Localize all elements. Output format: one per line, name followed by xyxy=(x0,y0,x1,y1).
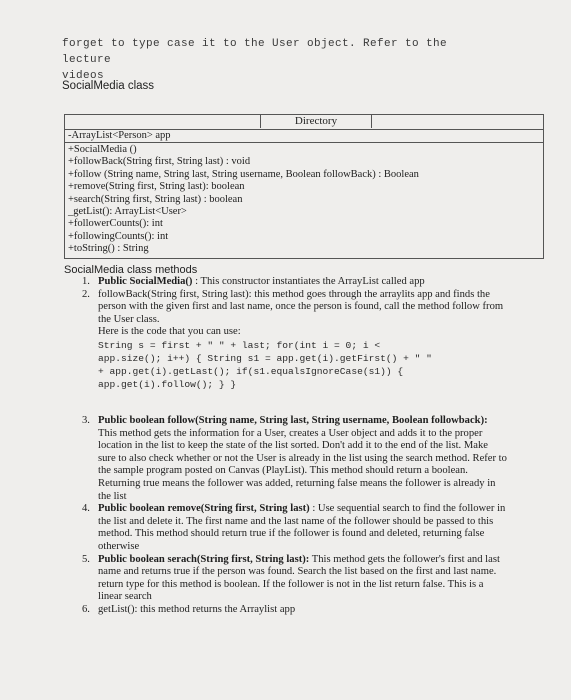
uml-method: +followerCounts(): int xyxy=(68,218,163,230)
item-text: This method gets the follower's first and last name and returns true if the person was found. Search the list based on the first and last name. return type for this method is boolean. If the follower is not in the list return false. This is a linear search xyxy=(98,553,500,603)
item-text: : This constructor instantiates the ArrayList called app xyxy=(192,276,425,287)
uml-method: +follow (String name, String last, String username, Boolean followBack) : Boolean xyxy=(68,168,419,180)
uml-method: +followBack(String first, String last) : void xyxy=(68,156,251,168)
intro-line-2: videos xyxy=(62,70,105,82)
uml-method: +search(String first, String last) : boolean xyxy=(68,193,243,205)
methods-title: SocialMedia class methods xyxy=(64,264,198,276)
item-number: 2. xyxy=(82,288,90,300)
item-heading: Public SocialMedia() xyxy=(98,276,193,287)
uml-methods xyxy=(64,143,544,259)
uml-method: +remove(String first, String last): boolean xyxy=(68,181,245,193)
item-text: : Use sequential search to find the follower in the list and delete it. The first name and the last name of the follower should be passed to this method. This method should return true if the follower is found and deleted, returning false otherwise xyxy=(98,503,506,552)
uml-class-diagram xyxy=(64,114,544,259)
uml-method: +toString() : String xyxy=(68,243,149,255)
list-item xyxy=(82,503,507,553)
list-item xyxy=(82,276,507,289)
uml-class-name: Directory xyxy=(260,114,372,128)
intro-text xyxy=(62,36,502,84)
code-snippet: String s = first + " " + last; for(int i = 0; i < app.size(); i++) { String s1 = app.get(i).getFirst() + " " + app.get(i).getLast(); if(s1.equalsIgnoreCase(s1)) { app.get(i).follow(); } } xyxy=(98,339,432,390)
item-heading: Public boolean remove(String first, String last) xyxy=(98,503,310,515)
item-number: 6. xyxy=(82,603,90,615)
item-text: followBack(String first, String last): this method goes through the arraylits app and finds the person with the given first and last name, once the person is found, call the method follow from the User class. xyxy=(98,288,504,325)
list-item xyxy=(82,415,507,503)
item-number: 5. xyxy=(82,553,90,565)
item-text: This method gets the information for a User, creates a User object and adds it to the proper location in the list to keep the state of the list sorted. Don't add it to the end of the list. Make sure to also check whether or not the User is already in the list using the search method. Refer to the sample program posted on Canvas (PlayList). This method should return a boolean. Returning true means the follower was added, returning false means the follower is already in the list xyxy=(98,427,507,502)
item-text: getList(): this method returns the Arraylist app xyxy=(98,603,296,615)
section-title: SocialMedia class xyxy=(62,80,155,92)
methods-list xyxy=(82,276,507,616)
list-item xyxy=(82,289,507,415)
item-number: 3. xyxy=(82,414,90,426)
item-heading: Public boolean serach(String first, String last): xyxy=(98,553,310,565)
uml-method: _getList(): ArrayList<User> xyxy=(68,206,187,218)
item-number: 4. xyxy=(82,503,90,515)
list-item xyxy=(82,554,507,604)
item-heading: Public boolean follow(String name, String last, String username, Boolean followback): xyxy=(98,414,488,426)
uml-header xyxy=(64,114,544,129)
intro-line-1: forget to type case it to the User object. Refer to the lecture xyxy=(62,38,448,66)
list-item xyxy=(82,604,507,617)
item-number: 1. xyxy=(82,276,90,287)
uml-method: +SocialMedia () xyxy=(68,144,137,155)
item-subtext: Here is the code that you can use: xyxy=(98,326,241,338)
uml-field: -ArrayList<Person> app xyxy=(64,129,544,143)
uml-method: +followingCounts(): int xyxy=(68,230,169,242)
